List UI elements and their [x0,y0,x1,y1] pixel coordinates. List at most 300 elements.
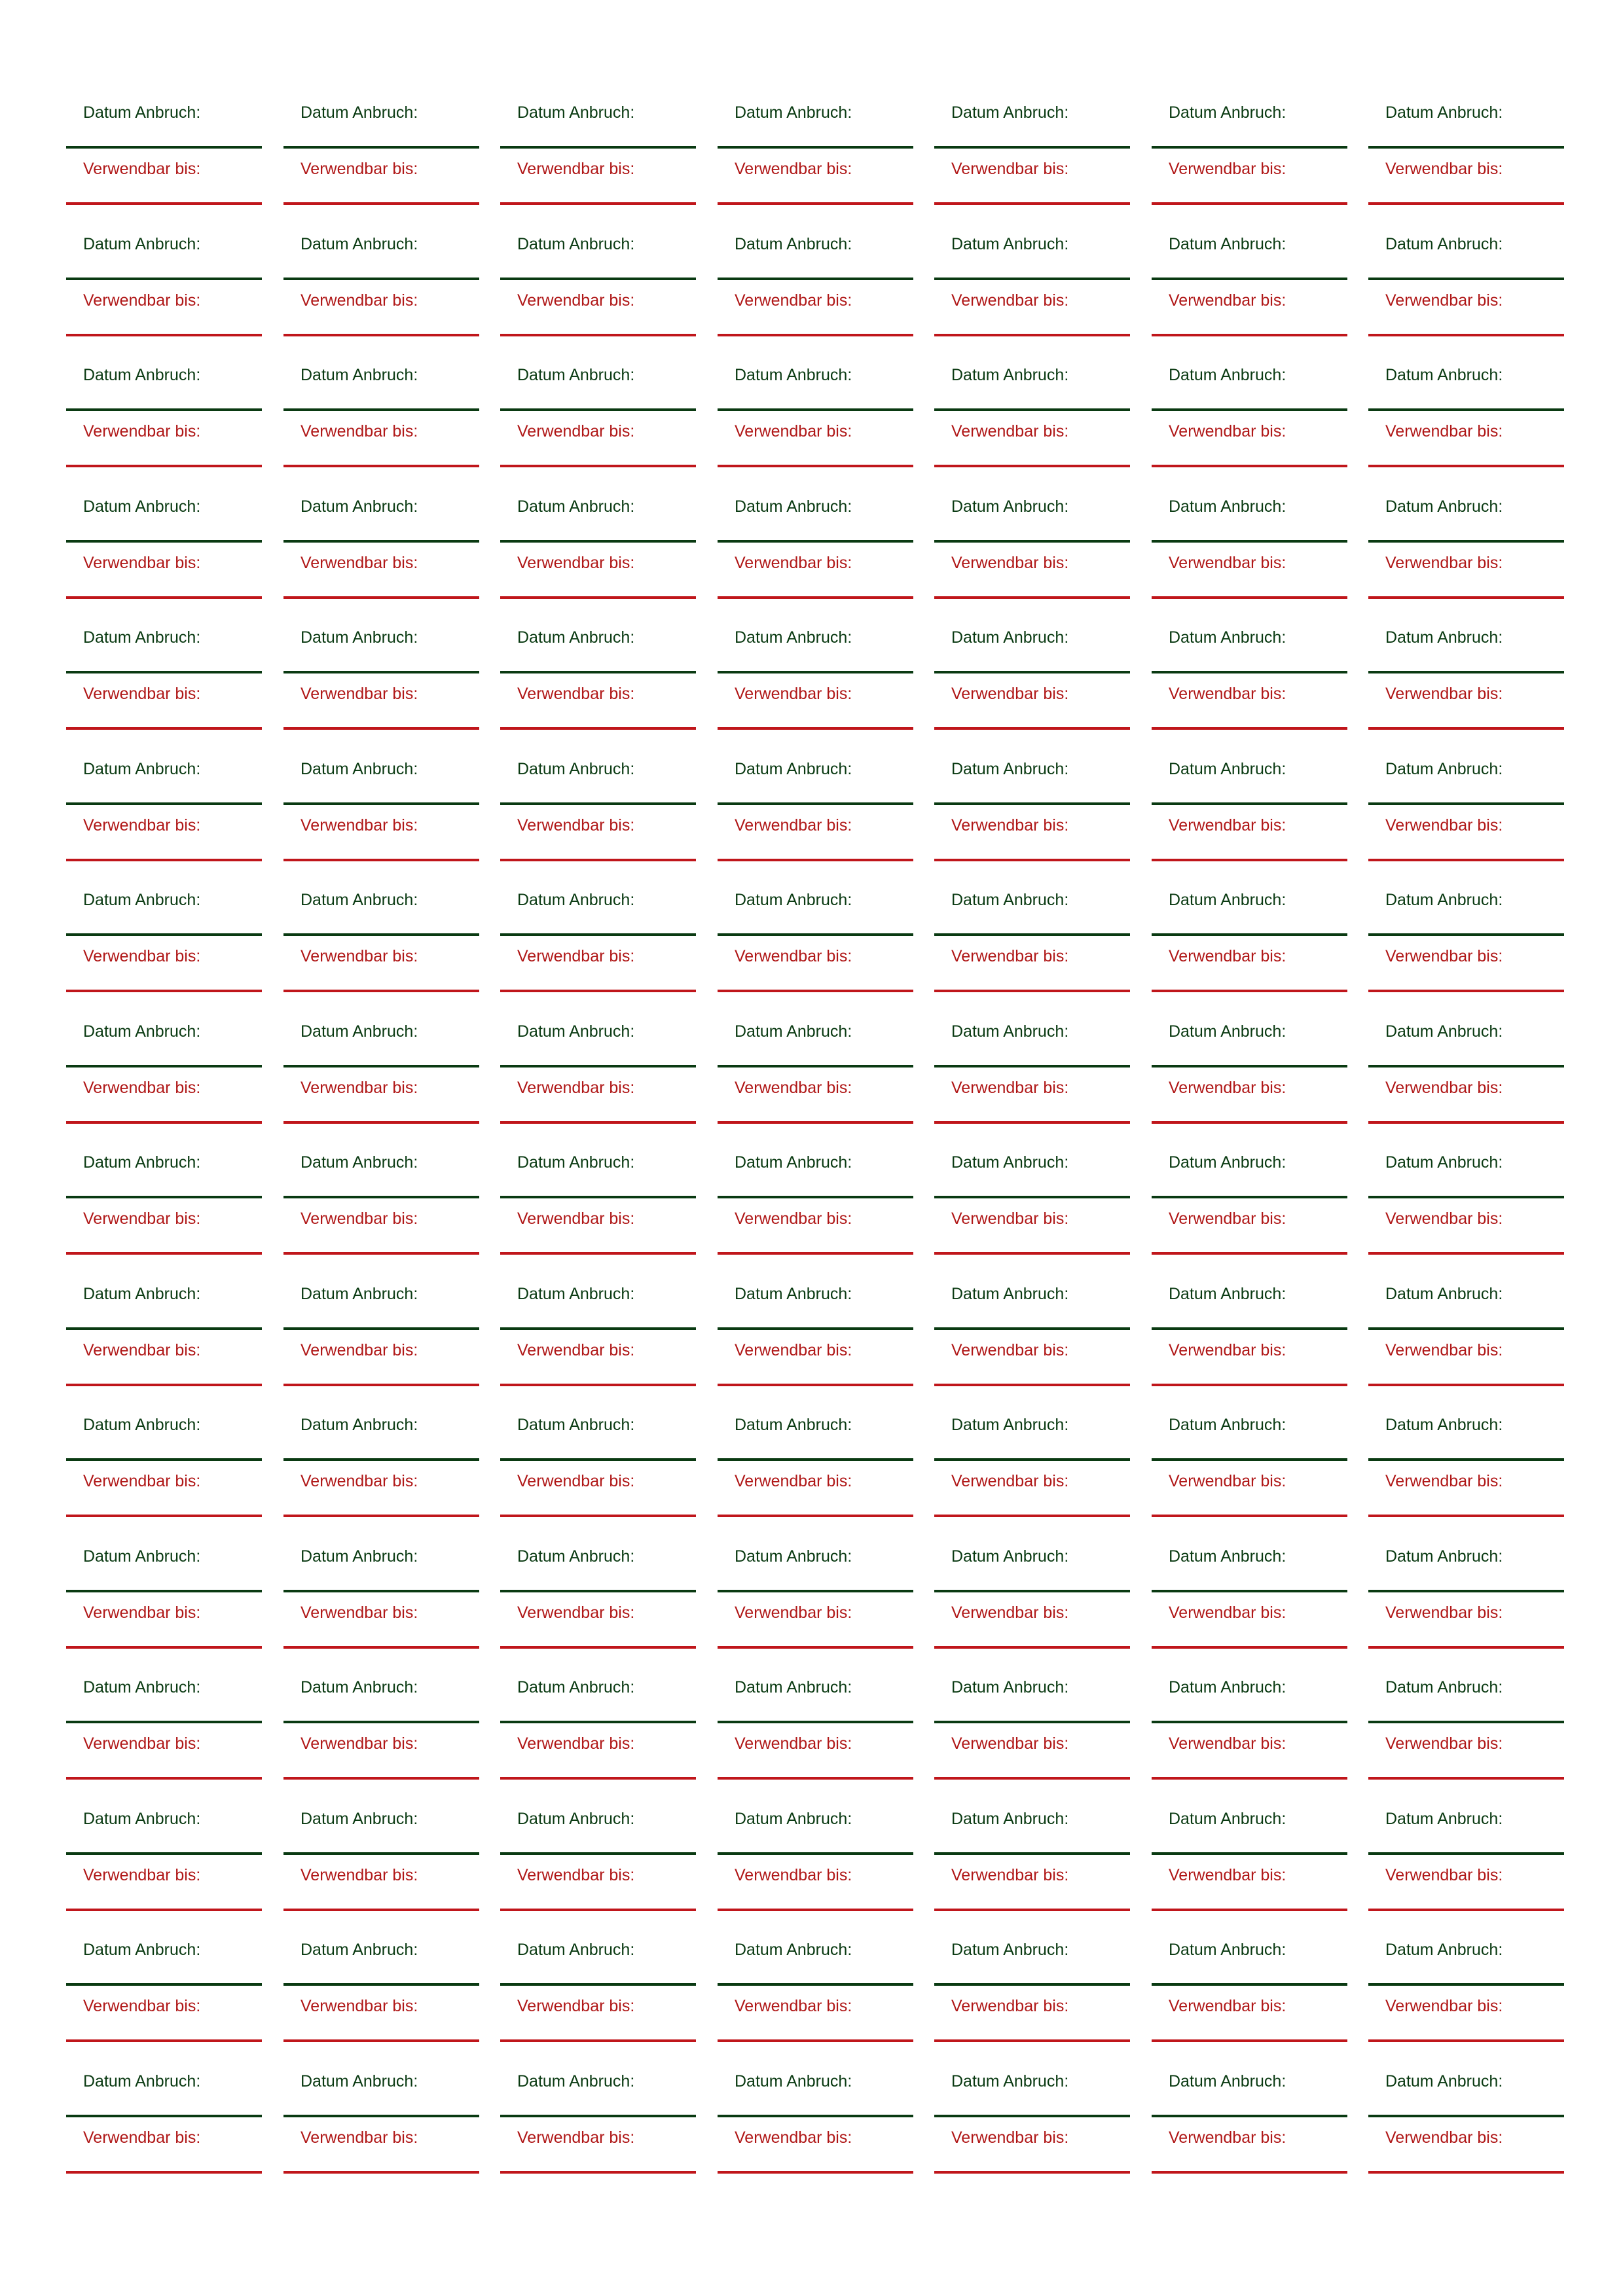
usable-until-line [1152,1515,1347,1517]
label-r5-c4 [718,628,913,759]
opened-date-field [1152,103,1347,159]
label-r15-c2 [283,1940,479,2071]
usable-until-label: Verwendbar bis: [735,947,852,965]
opened-date-line [500,146,696,149]
opened-date-label: Datum Anbruch: [735,1022,852,1041]
usable-until-field [283,553,479,609]
opened-date-field [500,2072,696,2128]
usable-until-line [934,859,1130,861]
usable-until-line [1152,1646,1347,1649]
opened-date-field [1368,759,1564,816]
label-r7-c6 [1152,890,1347,1021]
opened-date-line [718,1327,913,1330]
label-r8-c6 [1152,1022,1347,1153]
usable-until-label: Verwendbar bis: [301,1472,418,1490]
label-r11-c2 [283,1415,479,1546]
opened-date-label: Datum Anbruch: [1385,1941,1503,1959]
usable-until-field [934,1471,1130,1528]
opened-date-label: Datum Anbruch: [735,1547,852,1566]
usable-until-line [66,727,262,730]
usable-until-label: Verwendbar bis: [301,947,418,965]
opened-date-line [934,146,1130,149]
opened-date-label: Datum Anbruch: [301,366,418,384]
opened-date-field [283,1940,479,1996]
opened-date-field [1152,628,1347,684]
opened-date-label: Datum Anbruch: [1385,1547,1503,1566]
opened-date-field [1152,365,1347,422]
opened-date-label: Datum Anbruch: [1169,1678,1286,1696]
usable-until-line [718,1121,913,1124]
opened-date-field [500,1940,696,1996]
opened-date-label: Datum Anbruch: [735,1416,852,1434]
opened-date-line [1368,1721,1564,1723]
usable-until-field [500,2128,696,2184]
usable-until-label: Verwendbar bis: [735,422,852,440]
opened-date-field [500,365,696,422]
opened-date-field [283,759,479,816]
usable-until-field [1152,1078,1347,1134]
usable-until-label: Verwendbar bis: [517,816,635,834]
opened-date-line [1152,540,1347,543]
opened-date-label: Datum Anbruch: [951,891,1069,909]
usable-until-line [283,1384,479,1386]
opened-date-label: Datum Anbruch: [83,628,201,647]
usable-until-field [66,1996,262,2053]
usable-until-label: Verwendbar bis: [951,422,1069,440]
usable-until-field [500,553,696,609]
opened-date-line [1152,671,1347,673]
usable-until-line [1368,1121,1564,1124]
usable-until-field [934,291,1130,347]
opened-date-field [934,1677,1130,1734]
opened-date-label: Datum Anbruch: [735,1153,852,1172]
label-r7-c5 [934,890,1130,1021]
usable-until-line [1368,1252,1564,1255]
label-r16-c3 [500,2072,696,2202]
usable-until-label: Verwendbar bis: [517,1997,635,2015]
usable-until-field [500,291,696,347]
label-r10-c5 [934,1284,1130,1415]
usable-until-label: Verwendbar bis: [1169,422,1286,440]
label-r2-c7 [1368,234,1564,365]
opened-date-field [66,1153,262,1209]
opened-date-field [66,1022,262,1078]
usable-until-field [934,1340,1130,1397]
opened-date-label: Datum Anbruch: [83,1022,201,1041]
opened-date-label: Datum Anbruch: [735,628,852,647]
usable-until-field [283,2128,479,2184]
opened-date-label: Datum Anbruch: [1385,1285,1503,1303]
opened-date-line [1152,1458,1347,1461]
opened-date-field [500,1677,696,1734]
usable-until-field [1152,1340,1347,1397]
label-r7-c7 [1368,890,1564,1021]
opened-date-field [718,365,913,422]
usable-until-label: Verwendbar bis: [951,816,1069,834]
opened-date-label: Datum Anbruch: [1385,628,1503,647]
usable-until-field [66,553,262,609]
usable-until-field [1368,1734,1564,1790]
label-r15-c5 [934,1940,1130,2071]
opened-date-field [718,1809,913,1865]
usable-until-line [283,1909,479,1911]
label-r2-c5 [934,234,1130,365]
opened-date-label: Datum Anbruch: [735,497,852,516]
opened-date-line [1152,1852,1347,1855]
usable-until-label: Verwendbar bis: [83,1997,201,2015]
usable-until-label: Verwendbar bis: [735,160,852,178]
opened-date-line [283,1983,479,1986]
opened-date-field [934,1809,1130,1865]
usable-until-label: Verwendbar bis: [735,1341,852,1359]
opened-date-label: Datum Anbruch: [301,1022,418,1041]
usable-until-field [283,1603,479,1659]
opened-date-field [718,759,913,816]
usable-until-label: Verwendbar bis: [1169,1341,1286,1359]
opened-date-label: Datum Anbruch: [517,235,635,253]
usable-until-line [718,465,913,467]
usable-until-field [283,159,479,215]
opened-date-field [1368,628,1564,684]
opened-date-field [283,1284,479,1340]
usable-until-line [1152,2039,1347,2042]
usable-until-line [66,202,262,205]
usable-until-line [66,465,262,467]
usable-until-field [500,816,696,872]
usable-until-line [1368,727,1564,730]
usable-until-line [66,334,262,336]
opened-date-label: Datum Anbruch: [83,1678,201,1696]
label-r16-c4 [718,2072,913,2202]
opened-date-label: Datum Anbruch: [517,891,635,909]
usable-until-label: Verwendbar bis: [83,1604,201,1622]
label-r10-c6 [1152,1284,1347,1415]
usable-until-line [500,1909,696,1911]
usable-until-line [718,859,913,861]
label-r12-c4 [718,1547,913,1677]
usable-until-line [1368,1384,1564,1386]
opened-date-line [934,1065,1130,1067]
opened-date-field [718,103,913,159]
label-r1-c4 [718,103,913,234]
opened-date-field [66,1415,262,1471]
opened-date-label: Datum Anbruch: [1385,1678,1503,1696]
opened-date-field [283,365,479,422]
opened-date-label: Datum Anbruch: [517,497,635,516]
opened-date-line [1152,408,1347,411]
label-r2-c2 [283,234,479,365]
usable-until-line [718,1384,913,1386]
usable-until-line [500,859,696,861]
usable-until-label: Verwendbar bis: [735,1866,852,1884]
usable-until-line [500,334,696,336]
opened-date-field [718,1940,913,1996]
usable-until-line [934,2039,1130,2042]
opened-date-line [1368,1852,1564,1855]
opened-date-label: Datum Anbruch: [301,628,418,647]
usable-until-label: Verwendbar bis: [301,554,418,572]
opened-date-field [718,234,913,291]
usable-until-line [1368,2039,1564,2042]
usable-until-line [1368,202,1564,205]
opened-date-line [934,1852,1130,1855]
usable-until-field [1368,1340,1564,1397]
opened-date-field [1152,1547,1347,1603]
label-r3-c1 [66,365,262,496]
usable-until-line [66,596,262,599]
usable-until-line [500,465,696,467]
label-r3-c4 [718,365,913,496]
opened-date-line [718,408,913,411]
opened-date-field [934,628,1130,684]
opened-date-field [1368,1547,1564,1603]
usable-until-label: Verwendbar bis: [301,1866,418,1884]
opened-date-line [500,1590,696,1592]
usable-until-field [934,1603,1130,1659]
usable-until-label: Verwendbar bis: [951,1734,1069,1753]
usable-until-line [283,202,479,205]
usable-until-line [500,1121,696,1124]
opened-date-label: Datum Anbruch: [1169,1416,1286,1434]
opened-date-field [283,1677,479,1734]
opened-date-field [934,1022,1130,1078]
opened-date-line [1368,802,1564,805]
opened-date-line [500,1327,696,1330]
usable-until-label: Verwendbar bis: [1385,554,1503,572]
opened-date-line [1368,146,1564,149]
label-r8-c1 [66,1022,262,1153]
label-r11-c7 [1368,1415,1564,1546]
opened-date-label: Datum Anbruch: [1169,1285,1286,1303]
usable-until-label: Verwendbar bis: [1385,1079,1503,1097]
opened-date-label: Datum Anbruch: [951,1153,1069,1172]
opened-date-line [283,1196,479,1198]
usable-until-label: Verwendbar bis: [1169,1997,1286,2015]
opened-date-line [1152,1590,1347,1592]
usable-until-line [1368,334,1564,336]
usable-until-field [718,422,913,478]
opened-date-field [66,103,262,159]
usable-until-line [283,1252,479,1255]
label-r12-c6 [1152,1547,1347,1677]
usable-until-field [1368,1471,1564,1528]
opened-date-label: Datum Anbruch: [83,103,201,122]
usable-until-line [1368,465,1564,467]
usable-until-label: Verwendbar bis: [83,1472,201,1490]
usable-until-label: Verwendbar bis: [1385,422,1503,440]
label-r15-c6 [1152,1940,1347,2071]
opened-date-field [500,1153,696,1209]
usable-until-label: Verwendbar bis: [301,2128,418,2147]
opened-date-label: Datum Anbruch: [301,103,418,122]
opened-date-line [718,1721,913,1723]
opened-date-label: Datum Anbruch: [517,103,635,122]
label-r14-c3 [500,1809,696,1940]
usable-until-line [934,1121,1130,1124]
opened-date-field [1152,2072,1347,2128]
label-r3-c7 [1368,365,1564,496]
opened-date-field [66,365,262,422]
usable-until-field [500,422,696,478]
usable-until-label: Verwendbar bis: [83,422,201,440]
usable-until-label: Verwendbar bis: [1169,160,1286,178]
usable-until-field [718,1996,913,2053]
opened-date-label: Datum Anbruch: [951,1678,1069,1696]
usable-until-line [283,1777,479,1780]
opened-date-line [718,2115,913,2117]
usable-until-label: Verwendbar bis: [301,1341,418,1359]
opened-date-label: Datum Anbruch: [301,1547,418,1566]
label-r9-c2 [283,1153,479,1283]
usable-until-field [500,1340,696,1397]
usable-until-line [66,1646,262,1649]
label-r7-c4 [718,890,913,1021]
label-r10-c1 [66,1284,262,1415]
label-r5-c7 [1368,628,1564,759]
usable-until-field [934,816,1130,872]
usable-until-line [66,1777,262,1780]
usable-until-field [1368,1996,1564,2053]
opened-date-line [283,1065,479,1067]
usable-until-line [1368,1646,1564,1649]
opened-date-line [934,1721,1130,1723]
opened-date-label: Datum Anbruch: [735,235,852,253]
usable-until-field [934,422,1130,478]
label-r14-c1 [66,1809,262,1940]
opened-date-line [66,2115,262,2117]
opened-date-field [1368,234,1564,291]
opened-date-line [500,408,696,411]
usable-until-label: Verwendbar bis: [1385,1472,1503,1490]
usable-until-label: Verwendbar bis: [951,1210,1069,1228]
opened-date-line [66,1327,262,1330]
usable-until-label: Verwendbar bis: [735,1079,852,1097]
label-r12-c1 [66,1547,262,1677]
label-r4-c7 [1368,497,1564,628]
usable-until-field [66,684,262,740]
opened-date-label: Datum Anbruch: [517,1153,635,1172]
usable-until-label: Verwendbar bis: [517,160,635,178]
opened-date-line [934,1983,1130,1986]
usable-until-label: Verwendbar bis: [517,2128,635,2147]
opened-date-field [500,234,696,291]
opened-date-label: Datum Anbruch: [951,628,1069,647]
usable-until-line [500,2039,696,2042]
opened-date-field [283,890,479,946]
opened-date-label: Datum Anbruch: [301,1285,418,1303]
opened-date-line [283,671,479,673]
opened-date-line [66,408,262,411]
usable-until-line [934,202,1130,205]
label-r6-c3 [500,759,696,890]
opened-date-line [500,1458,696,1461]
opened-date-line [934,802,1130,805]
opened-date-line [718,1983,913,1986]
opened-date-label: Datum Anbruch: [517,1416,635,1434]
opened-date-label: Datum Anbruch: [301,760,418,778]
opened-date-line [500,2115,696,2117]
usable-until-label: Verwendbar bis: [83,685,201,703]
usable-until-label: Verwendbar bis: [951,554,1069,572]
opened-date-field [66,1547,262,1603]
opened-date-field [283,497,479,553]
opened-date-label: Datum Anbruch: [735,1941,852,1959]
usable-until-line [718,334,913,336]
opened-date-line [66,671,262,673]
opened-date-label: Datum Anbruch: [951,1547,1069,1566]
opened-date-line [718,146,913,149]
usable-until-label: Verwendbar bis: [1169,554,1286,572]
opened-date-label: Datum Anbruch: [1385,235,1503,253]
opened-date-label: Datum Anbruch: [1169,891,1286,909]
opened-date-label: Datum Anbruch: [1169,497,1286,516]
opened-date-line [283,540,479,543]
label-r9-c6 [1152,1153,1347,1283]
opened-date-label: Datum Anbruch: [301,891,418,909]
usable-until-line [1152,1384,1347,1386]
usable-until-field [718,946,913,1003]
opened-date-field [718,2072,913,2128]
usable-until-label: Verwendbar bis: [83,554,201,572]
opened-date-line [283,802,479,805]
usable-until-field [1368,291,1564,347]
opened-date-label: Datum Anbruch: [517,1678,635,1696]
opened-date-field [934,234,1130,291]
usable-until-line [718,1646,913,1649]
opened-date-line [1368,1590,1564,1592]
usable-until-field [283,1471,479,1528]
usable-until-field [500,1996,696,2053]
usable-until-label: Verwendbar bis: [517,1604,635,1622]
opened-date-label: Datum Anbruch: [1169,1153,1286,1172]
usable-until-line [1152,990,1347,992]
opened-date-label: Datum Anbruch: [1169,1941,1286,1959]
opened-date-line [1368,1983,1564,1986]
usable-until-label: Verwendbar bis: [951,947,1069,965]
usable-until-line [718,596,913,599]
opened-date-field [283,2072,479,2128]
usable-until-line [66,1909,262,1911]
usable-until-line [283,1121,479,1124]
opened-date-label: Datum Anbruch: [83,891,201,909]
opened-date-line [66,1721,262,1723]
opened-date-line [1152,933,1347,936]
label-r4-c5 [934,497,1130,628]
opened-date-line [718,1458,913,1461]
opened-date-line [1152,278,1347,280]
opened-date-line [66,1590,262,1592]
usable-until-label: Verwendbar bis: [1385,685,1503,703]
label-r11-c3 [500,1415,696,1546]
usable-until-line [934,1252,1130,1255]
usable-until-label: Verwendbar bis: [735,2128,852,2147]
opened-date-label: Datum Anbruch: [83,1153,201,1172]
usable-until-field [1368,553,1564,609]
opened-date-label: Datum Anbruch: [1385,1810,1503,1828]
opened-date-line [66,1458,262,1461]
opened-date-line [934,408,1130,411]
opened-date-field [1368,1284,1564,1340]
usable-until-field [718,1209,913,1265]
opened-date-line [66,278,262,280]
usable-until-line [1152,859,1347,861]
opened-date-label: Datum Anbruch: [1169,1022,1286,1041]
label-r1-c7 [1368,103,1564,234]
usable-until-line [934,1646,1130,1649]
label-r16-c1 [66,2072,262,2202]
usable-until-field [1368,159,1564,215]
opened-date-line [283,146,479,149]
